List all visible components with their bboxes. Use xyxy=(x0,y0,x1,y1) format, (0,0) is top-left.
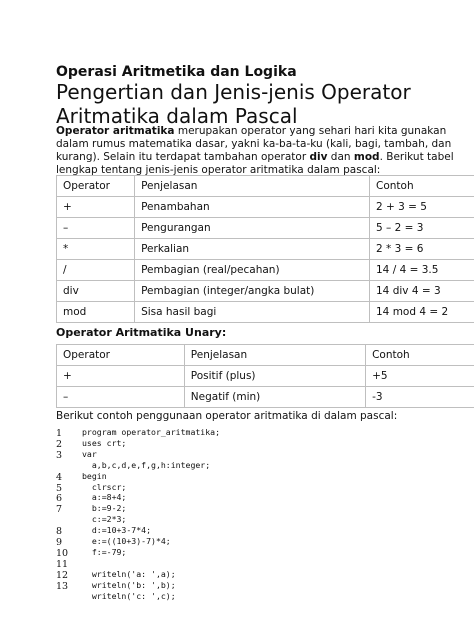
table-cell: Sisa hasil bagi xyxy=(135,302,370,323)
table-cell: mod xyxy=(57,302,135,323)
intro-text-2: dan xyxy=(327,151,354,163)
code-line: f:=-79; xyxy=(82,546,127,557)
unary-heading: Operator Aritmatika Unary: xyxy=(56,326,227,339)
code-line: a,b,c,d,e,f,g,h:integer; xyxy=(82,459,211,470)
table-row xyxy=(57,302,474,323)
table-cell: Pengurangan xyxy=(135,218,370,239)
code-line-number: 12 xyxy=(56,569,69,581)
code-line: clrscr; xyxy=(82,481,127,492)
table-row xyxy=(57,218,474,239)
code-line-number: 3 xyxy=(56,449,63,461)
table-cell: + xyxy=(57,366,185,387)
table-cell: 14 / 4 = 3.5 xyxy=(370,260,474,281)
unary-operator-table xyxy=(56,344,474,408)
table-cell: / xyxy=(57,260,135,281)
code-line-number: 11 xyxy=(56,558,69,570)
table-header-cell: Contoh xyxy=(370,176,474,197)
example-intro: Berikut contoh penggunaan operator aritmatika di dalam pascal: xyxy=(56,410,398,422)
code-line-number: 7 xyxy=(56,504,63,516)
code-line: a:=8+4; xyxy=(82,492,127,503)
code-line: writeln('c: ',c); xyxy=(82,590,176,601)
code-line: writeln('a: ',a); xyxy=(82,568,176,579)
arithmetic-operator-table xyxy=(56,175,474,323)
table-header-cell: Operator xyxy=(57,176,135,197)
table-header-cell: Penjelasan xyxy=(135,176,370,197)
table-cell: Positif (plus) xyxy=(184,366,365,387)
code-line: d:=10+3-7*4; xyxy=(82,525,152,536)
table-cell: + xyxy=(57,197,135,218)
table-cell: 14 mod 4 = 2 xyxy=(370,302,474,323)
table-header-row xyxy=(57,176,474,197)
table-cell: 2 + 3 = 5 xyxy=(370,197,474,218)
table-row xyxy=(57,281,474,302)
intro-text-1: merupakan operator yang sehari hari kita gunakan dalam rumus matematika dasar, yakni ka-ba-ta-ku (kali, bagi, tambah, dan kurang). Selain itu terdapat tambahan operator xyxy=(56,125,452,163)
intro-paragraph xyxy=(56,125,456,177)
code-line-number: 13 xyxy=(56,580,69,592)
table-row xyxy=(57,197,474,218)
table-cell: 5 – 2 = 3 xyxy=(370,218,474,239)
table-row xyxy=(57,387,474,408)
code-line: writeln('b: ',b); xyxy=(82,579,176,590)
code-line: program operator_aritmatika; xyxy=(82,427,221,437)
section-kicker: Operasi Aritmetika dan Logika xyxy=(56,64,297,80)
table-header-cell: Penjelasan xyxy=(184,345,365,366)
table-cell: Negatif (min) xyxy=(184,387,365,408)
table-cell: +5 xyxy=(366,366,474,387)
table-row xyxy=(57,260,474,281)
code-line-number: 10 xyxy=(56,547,69,559)
table-header-cell: Contoh xyxy=(366,345,474,366)
code-line: begin xyxy=(82,470,107,481)
table-cell: -3 xyxy=(366,387,474,408)
title-line-2: Aritmatika dalam Pascal xyxy=(56,104,298,128)
code-line: uses crt; xyxy=(82,437,127,448)
intro-bold-term: Operator aritmatika xyxy=(56,125,175,137)
table-row xyxy=(57,366,474,387)
table-cell: – xyxy=(57,218,135,239)
table-row xyxy=(57,239,474,260)
page-title xyxy=(56,80,411,128)
table-cell: Pembagian (real/pecahan) xyxy=(135,260,370,281)
intro-bold-mod: mod xyxy=(353,151,380,163)
code-line-number: 4 xyxy=(56,471,63,483)
intro-bold-div: div xyxy=(309,151,328,163)
code-line: b:=9-2; xyxy=(82,503,127,514)
code-line-number: 1 xyxy=(56,428,63,439)
code-line: var xyxy=(82,448,97,459)
table-cell: * xyxy=(57,239,135,260)
code-line-number: 5 xyxy=(56,482,63,494)
table-cell: Penambahan xyxy=(135,197,370,218)
code-line: e:=((10+3)-7)*4; xyxy=(82,536,171,546)
table-cell: – xyxy=(57,387,185,408)
code-line-number: 9 xyxy=(56,537,63,548)
code-line-number: 2 xyxy=(56,438,63,450)
code-line-number: 8 xyxy=(56,526,63,538)
table-cell: 2 * 3 = 6 xyxy=(370,239,474,260)
table-cell: Perkalian xyxy=(135,239,370,260)
table-header-cell: Operator xyxy=(57,345,185,366)
title-line-1: Pengertian dan Jenis-jenis Operator xyxy=(56,80,411,104)
code-line: c:=2*3; xyxy=(82,514,127,525)
table-header-row xyxy=(57,345,474,366)
intro-text-3: . Berikut tabel lengkap tentang jenis-jenis operator aritmatika dalam pascal: xyxy=(56,151,454,176)
table-cell: div xyxy=(57,281,135,302)
code-line-number: 6 xyxy=(56,493,63,505)
table-cell: Pembagian (integer/angka bulat) xyxy=(135,281,370,302)
table-cell: 14 div 4 = 3 xyxy=(370,281,474,302)
